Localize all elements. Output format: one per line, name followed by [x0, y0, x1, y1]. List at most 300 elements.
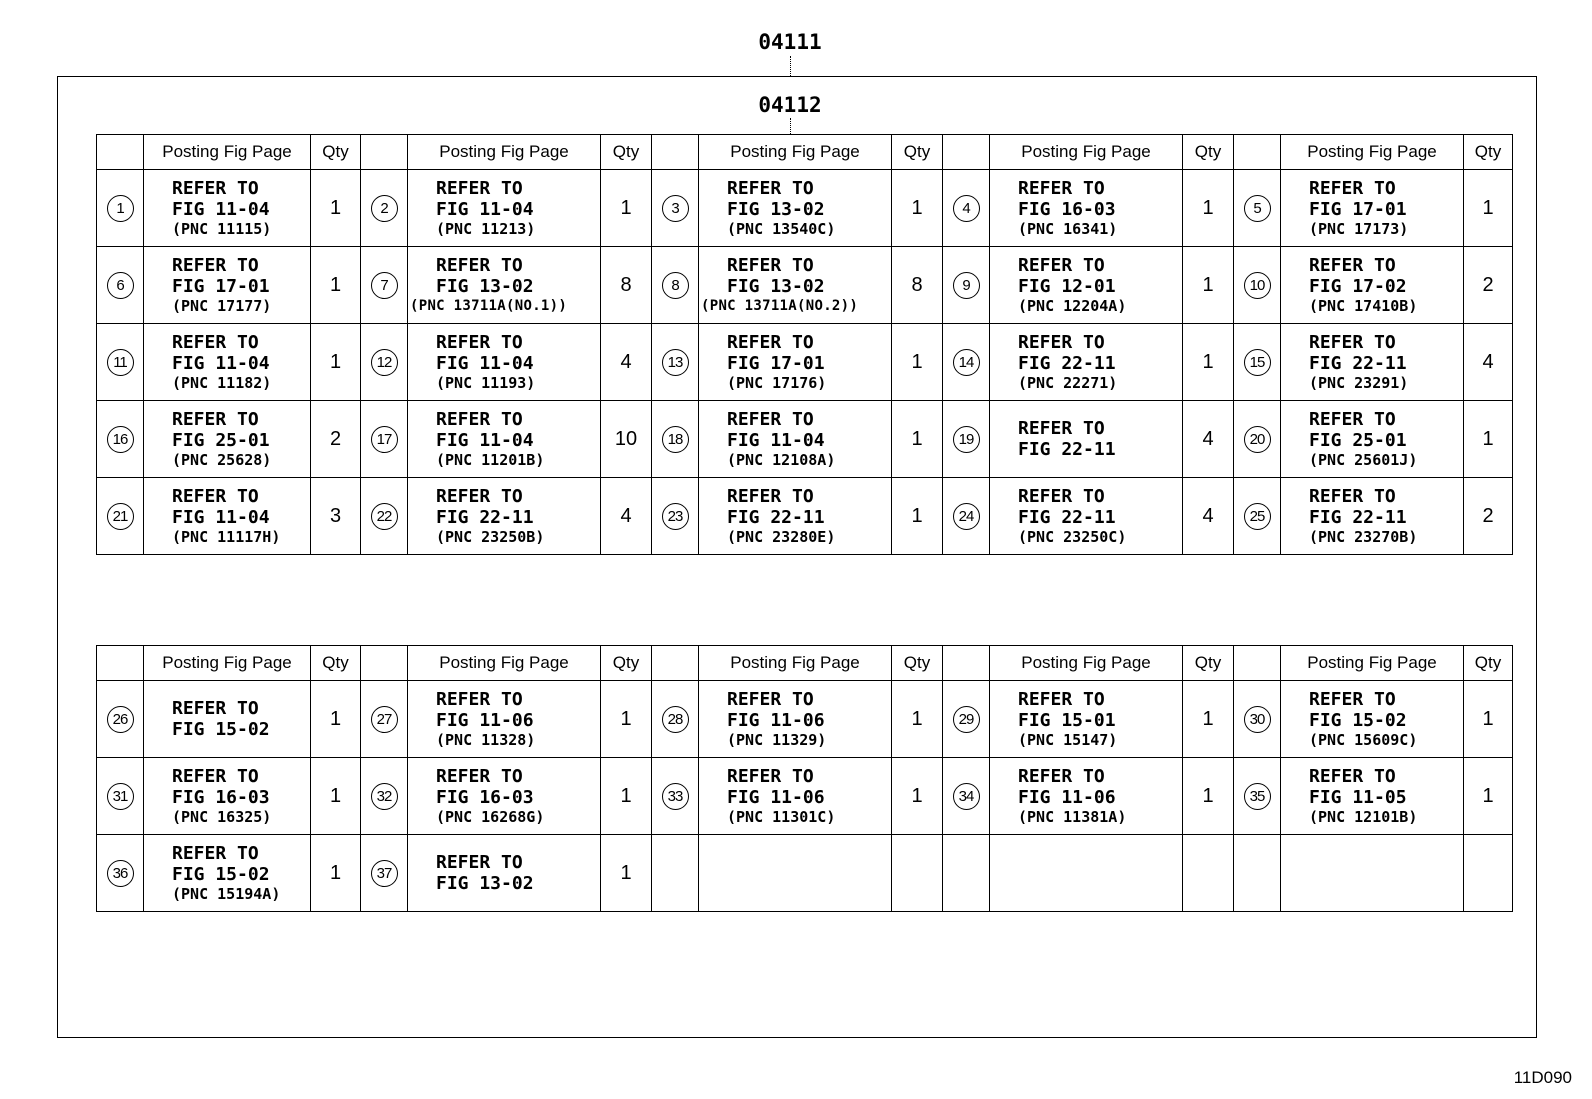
posting-reference-cell	[408, 681, 601, 758]
header-number-cell	[943, 135, 990, 170]
fig-number-text: FIG 11-04	[436, 352, 534, 374]
item-number-cell	[652, 170, 699, 247]
header-qty: Qty	[892, 135, 943, 170]
item-number-circle: 7	[371, 272, 398, 299]
header-posting-fig-page: Posting Fig Page	[1281, 646, 1464, 681]
item-number-cell	[652, 324, 699, 401]
header-posting-fig-page: Posting Fig Page	[699, 135, 892, 170]
item-number-cell	[652, 835, 699, 912]
item-number-cell	[943, 835, 990, 912]
quantity-cell: 4	[1183, 478, 1234, 555]
refer-to-text: REFER TO	[1309, 254, 1396, 276]
refer-to-text: REFER TO	[436, 485, 523, 507]
refer-to-text: REFER TO	[1309, 485, 1396, 507]
quantity-cell: 1	[601, 758, 652, 835]
posting-reference-cell	[1281, 401, 1464, 478]
fig-number-text: FIG 13-02	[436, 275, 534, 297]
refer-to-text: REFER TO	[1018, 418, 1105, 439]
posting-reference-cell	[699, 681, 892, 758]
refer-to-text: REFER TO	[1309, 177, 1396, 199]
posting-reference-cell	[1281, 758, 1464, 835]
quantity-cell: 1	[1464, 681, 1513, 758]
pnc-text: (PNC 15147)	[1018, 730, 1118, 749]
pnc-text: (PNC 23291)	[1309, 373, 1409, 392]
item-number-cell	[943, 478, 990, 555]
quantity-cell: 1	[1464, 401, 1513, 478]
fig-number-text: FIG 11-04	[436, 429, 534, 451]
quantity-cell: 4	[1464, 324, 1513, 401]
fig-number-text: FIG 17-01	[727, 352, 825, 374]
item-number-circle: 22	[371, 503, 398, 530]
fig-number-text: FIG 25-01	[172, 429, 270, 451]
pnc-text: (PNC 17173)	[1309, 219, 1409, 238]
posting-reference-cell	[144, 478, 311, 555]
quantity-cell: 2	[1464, 478, 1513, 555]
item-number-circle: 21	[107, 503, 134, 530]
quantity-cell: 1	[1464, 170, 1513, 247]
item-number-cell	[97, 758, 144, 835]
fig-number-text: FIG 15-02	[172, 719, 270, 740]
quantity-cell: 2	[311, 401, 361, 478]
header-qty: Qty	[1183, 135, 1234, 170]
item-number-circle: 36	[107, 860, 134, 887]
quantity-cell: 4	[601, 324, 652, 401]
pnc-text: (PNC 23250B)	[436, 527, 545, 546]
posting-reference-cell	[990, 758, 1183, 835]
item-number-circle: 8	[662, 272, 689, 299]
item-number-cell	[943, 758, 990, 835]
item-number-cell	[361, 401, 408, 478]
refer-to-text: REFER TO	[172, 765, 259, 787]
posting-reference-cell	[699, 478, 892, 555]
item-number-circle: 6	[107, 272, 134, 299]
refer-to-text: REFER TO	[172, 254, 259, 276]
fig-number-text: FIG 22-11	[1018, 439, 1116, 460]
fig-number-text: FIG 16-03	[1018, 198, 1116, 220]
posting-reference-cell	[699, 401, 892, 478]
posting-reference-cell	[990, 170, 1183, 247]
pnc-text: (PNC 15194A)	[172, 884, 281, 903]
header-qty: Qty	[311, 646, 361, 681]
item-number-cell	[1234, 835, 1281, 912]
pnc-text: (PNC 13711A(NO.2))	[701, 297, 859, 314]
header-posting-fig-page: Posting Fig Page	[408, 646, 601, 681]
quantity-cell: 1	[311, 324, 361, 401]
refer-to-text: REFER TO	[1309, 765, 1396, 787]
pnc-text: (PNC 23270B)	[1309, 527, 1418, 546]
header-number-cell	[652, 135, 699, 170]
diagram-code: 11D090	[1513, 1068, 1572, 1087]
fig-number-text: FIG 11-06	[727, 786, 825, 808]
quantity-cell: 1	[1183, 247, 1234, 324]
quantity-cell: 1	[311, 681, 361, 758]
header-qty: Qty	[601, 646, 652, 681]
fig-number-text: FIG 22-11	[727, 506, 825, 528]
item-number-circle: 35	[1244, 783, 1271, 810]
fig-number-text: FIG 15-02	[1309, 709, 1407, 731]
posting-reference-cell	[144, 170, 311, 247]
refer-to-text: REFER TO	[1309, 408, 1396, 430]
item-number-circle: 13	[662, 349, 689, 376]
fig-number-text: FIG 22-11	[1018, 506, 1116, 528]
quantity-cell: 1	[311, 170, 361, 247]
header-qty: Qty	[892, 646, 943, 681]
item-number-cell	[97, 835, 144, 912]
header-number-cell	[361, 135, 408, 170]
refer-to-text: REFER TO	[1018, 254, 1105, 276]
item-number-cell	[943, 247, 990, 324]
fig-number-text: FIG 11-06	[727, 709, 825, 731]
refer-to-text: REFER TO	[436, 177, 523, 199]
refer-to-text: REFER TO	[172, 698, 259, 719]
item-number-cell	[361, 758, 408, 835]
table-row	[97, 247, 1513, 324]
fig-number-text: FIG 13-02	[727, 275, 825, 297]
pnc-text: (PNC 13540C)	[727, 219, 836, 238]
refer-to-text: REFER TO	[1309, 688, 1396, 710]
refer-to-text: REFER TO	[727, 254, 814, 276]
quantity-cell: 3	[311, 478, 361, 555]
item-number-circle: 19	[953, 426, 980, 453]
item-number-circle: 27	[371, 706, 398, 733]
header-posting-fig-page: Posting Fig Page	[408, 135, 601, 170]
item-number-circle: 31	[107, 783, 134, 810]
table-row	[97, 170, 1513, 247]
item-number-cell	[97, 324, 144, 401]
item-number-cell	[97, 401, 144, 478]
header-number-cell	[361, 646, 408, 681]
posting-reference-cell	[408, 324, 601, 401]
refer-to-text: REFER TO	[727, 765, 814, 787]
item-number-cell	[1234, 478, 1281, 555]
header-posting-fig-page: Posting Fig Page	[990, 646, 1183, 681]
refer-to-text: REFER TO	[1018, 485, 1105, 507]
item-number-circle: 14	[953, 349, 980, 376]
item-number-circle: 4	[953, 195, 980, 222]
item-number-circle: 29	[953, 706, 980, 733]
fig-number-text: FIG 13-02	[436, 873, 534, 894]
item-number-circle: 2	[371, 195, 398, 222]
quantity-cell: 4	[1183, 401, 1234, 478]
item-number-cell	[943, 324, 990, 401]
fig-number-text: FIG 16-03	[172, 786, 270, 808]
quantity-cell: 1	[311, 835, 361, 912]
item-number-circle: 3	[662, 195, 689, 222]
fig-number-text: FIG 13-02	[727, 198, 825, 220]
fig-number-text: FIG 11-04	[172, 506, 270, 528]
header-number-cell	[1234, 646, 1281, 681]
item-number-cell	[361, 247, 408, 324]
header-number-cell	[652, 646, 699, 681]
posting-reference-cell	[699, 324, 892, 401]
refer-to-text: REFER TO	[436, 765, 523, 787]
header-qty: Qty	[601, 135, 652, 170]
quantity-cell: 1	[892, 401, 943, 478]
item-number-cell	[652, 758, 699, 835]
posting-reference-cell	[1281, 170, 1464, 247]
pnc-text: (PNC 11193)	[436, 373, 536, 392]
posting-reference-cell	[408, 835, 601, 912]
item-number-circle: 18	[662, 426, 689, 453]
parts-reference-table-upper	[96, 134, 1513, 555]
quantity-cell: 1	[892, 324, 943, 401]
pnc-text: (PNC 11301C)	[727, 807, 836, 826]
quantity-cell: 1	[601, 835, 652, 912]
posting-reference-cell	[408, 478, 601, 555]
item-number-cell	[97, 247, 144, 324]
fig-number-text: FIG 15-01	[1018, 709, 1116, 731]
pnc-text: (PNC 17410B)	[1309, 296, 1418, 315]
fig-number-text: FIG 22-11	[1309, 506, 1407, 528]
refer-to-text: REFER TO	[727, 688, 814, 710]
refer-to-text: REFER TO	[172, 842, 259, 864]
header-posting-fig-page: Posting Fig Page	[1281, 135, 1464, 170]
pnc-text: (PNC 23250C)	[1018, 527, 1127, 546]
posting-reference-cell	[699, 170, 892, 247]
quantity-cell: 1	[892, 478, 943, 555]
refer-to-text: REFER TO	[1309, 331, 1396, 353]
quantity-cell	[1183, 835, 1234, 912]
quantity-cell: 1	[601, 681, 652, 758]
table-row	[97, 681, 1513, 758]
header-qty: Qty	[1464, 646, 1513, 681]
quantity-cell: 1	[1183, 324, 1234, 401]
item-number-circle: 24	[953, 503, 980, 530]
quantity-cell: 4	[601, 478, 652, 555]
posting-reference-cell	[144, 324, 311, 401]
fig-number-text: FIG 22-11	[436, 506, 534, 528]
item-number-cell	[361, 835, 408, 912]
item-number-circle: 5	[1244, 195, 1271, 222]
item-number-circle: 12	[371, 349, 398, 376]
pnc-text: (PNC 11115)	[172, 219, 272, 238]
quantity-cell: 1	[892, 758, 943, 835]
quantity-cell: 1	[892, 681, 943, 758]
item-number-cell	[1234, 247, 1281, 324]
refer-to-text: REFER TO	[436, 852, 523, 873]
pnc-text: (PNC 17177)	[172, 296, 272, 315]
refer-to-text: REFER TO	[436, 331, 523, 353]
refer-to-text: REFER TO	[1018, 331, 1105, 353]
posting-reference-cell	[408, 170, 601, 247]
pnc-text: (PNC 16268G)	[436, 807, 545, 826]
header-number-cell	[943, 646, 990, 681]
refer-to-text: REFER TO	[1018, 177, 1105, 199]
quantity-cell: 1	[1183, 681, 1234, 758]
refer-to-text: REFER TO	[172, 408, 259, 430]
posting-reference-cell	[144, 835, 311, 912]
quantity-cell: 1	[311, 758, 361, 835]
fig-number-text: FIG 11-04	[172, 198, 270, 220]
fig-number-text: FIG 12-01	[1018, 275, 1116, 297]
item-number-circle: 28	[662, 706, 689, 733]
refer-to-text: REFER TO	[727, 408, 814, 430]
refer-to-text: REFER TO	[172, 485, 259, 507]
quantity-cell: 1	[601, 170, 652, 247]
refer-to-text: REFER TO	[727, 177, 814, 199]
fig-number-text: FIG 16-03	[436, 786, 534, 808]
pnc-text: (PNC 11117H)	[172, 527, 281, 546]
refer-to-text: REFER TO	[172, 177, 259, 199]
posting-reference-cell	[408, 401, 601, 478]
fig-number-text: FIG 22-11	[1018, 352, 1116, 374]
item-number-cell	[361, 324, 408, 401]
posting-reference-cell	[1281, 324, 1464, 401]
quantity-cell: 1	[892, 170, 943, 247]
quantity-cell: 10	[601, 401, 652, 478]
pnc-text: (PNC 16341)	[1018, 219, 1118, 238]
pnc-text: (PNC 13711A(NO.1))	[410, 297, 568, 314]
item-number-cell	[1234, 324, 1281, 401]
item-number-circle: 30	[1244, 706, 1271, 733]
refer-to-text: REFER TO	[1018, 688, 1105, 710]
pnc-text: (PNC 15609C)	[1309, 730, 1418, 749]
posting-reference-cell	[144, 758, 311, 835]
pnc-text: (PNC 23280E)	[727, 527, 836, 546]
fig-number-text: FIG 22-11	[1309, 352, 1407, 374]
quantity-cell: 1	[1183, 758, 1234, 835]
quantity-cell	[892, 835, 943, 912]
fig-number-text: FIG 11-04	[172, 352, 270, 374]
header-number-cell	[1234, 135, 1281, 170]
fig-number-text: FIG 15-02	[172, 863, 270, 885]
sub-assembly-leader-line	[790, 118, 791, 134]
posting-reference-cell	[408, 758, 601, 835]
pnc-text: (PNC 25601J)	[1309, 450, 1418, 469]
quantity-cell: 2	[1464, 247, 1513, 324]
refer-to-text: REFER TO	[172, 331, 259, 353]
quantity-cell: 1	[1183, 170, 1234, 247]
header-row	[97, 135, 1513, 170]
quantity-cell: 8	[601, 247, 652, 324]
item-number-cell	[97, 478, 144, 555]
item-number-circle: 26	[107, 706, 134, 733]
sub-assembly-number: 04112	[758, 93, 822, 117]
fig-number-text: FIG 11-04	[727, 429, 825, 451]
posting-reference-cell	[408, 247, 601, 324]
table-row	[97, 478, 1513, 555]
assembly-leader-line	[790, 56, 791, 76]
item-number-cell	[1234, 758, 1281, 835]
pnc-text: (PNC 11329)	[727, 730, 827, 749]
posting-reference-cell	[1281, 247, 1464, 324]
pnc-text: (PNC 11182)	[172, 373, 272, 392]
item-number-cell	[97, 170, 144, 247]
header-row	[97, 646, 1513, 681]
quantity-cell: 8	[892, 247, 943, 324]
item-number-circle: 10	[1244, 272, 1271, 299]
header-posting-fig-page: Posting Fig Page	[990, 135, 1183, 170]
item-number-circle: 32	[371, 783, 398, 810]
posting-reference-cell	[699, 835, 892, 912]
header-posting-fig-page: Posting Fig Page	[144, 646, 311, 681]
item-number-circle: 1	[107, 195, 134, 222]
header-number-cell	[97, 135, 144, 170]
posting-reference-cell	[990, 324, 1183, 401]
header-posting-fig-page: Posting Fig Page	[699, 646, 892, 681]
posting-reference-cell	[699, 247, 892, 324]
item-number-circle: 9	[953, 272, 980, 299]
item-number-cell	[361, 478, 408, 555]
pnc-text: (PNC 12204A)	[1018, 296, 1127, 315]
posting-reference-cell	[1281, 835, 1464, 912]
item-number-cell	[1234, 401, 1281, 478]
item-number-cell	[361, 681, 408, 758]
item-number-cell	[943, 170, 990, 247]
pnc-text: (PNC 11201B)	[436, 450, 545, 469]
item-number-circle: 23	[662, 503, 689, 530]
item-number-cell	[652, 401, 699, 478]
pnc-text: (PNC 11213)	[436, 219, 536, 238]
fig-number-text: FIG 17-01	[1309, 198, 1407, 220]
item-number-cell	[97, 681, 144, 758]
posting-reference-cell	[990, 478, 1183, 555]
fig-number-text: FIG 17-02	[1309, 275, 1407, 297]
posting-reference-cell	[699, 758, 892, 835]
fig-number-text: FIG 11-06	[436, 709, 534, 731]
header-qty: Qty	[1464, 135, 1513, 170]
item-number-cell	[943, 401, 990, 478]
fig-number-text: FIG 11-04	[436, 198, 534, 220]
table-row	[97, 401, 1513, 478]
item-number-circle: 17	[371, 426, 398, 453]
item-number-cell	[652, 478, 699, 555]
item-number-cell	[652, 681, 699, 758]
quantity-cell: 1	[1464, 758, 1513, 835]
fig-number-text: FIG 25-01	[1309, 429, 1407, 451]
pnc-text: (PNC 11328)	[436, 730, 536, 749]
parts-reference-table-lower	[96, 645, 1513, 912]
fig-number-text: FIG 11-05	[1309, 786, 1407, 808]
item-number-cell	[943, 681, 990, 758]
refer-to-text: REFER TO	[436, 688, 523, 710]
item-number-circle: 33	[662, 783, 689, 810]
quantity-cell: 1	[311, 247, 361, 324]
posting-reference-cell	[144, 247, 311, 324]
table-row	[97, 324, 1513, 401]
assembly-number: 04111	[758, 30, 822, 54]
refer-to-text: REFER TO	[436, 254, 523, 276]
refer-to-text: REFER TO	[727, 331, 814, 353]
header-qty: Qty	[311, 135, 361, 170]
pnc-text: (PNC 25628)	[172, 450, 272, 469]
item-number-circle: 20	[1244, 426, 1271, 453]
pnc-text: (PNC 11381A)	[1018, 807, 1127, 826]
posting-reference-cell	[990, 835, 1183, 912]
fig-number-text: FIG 17-01	[172, 275, 270, 297]
header-posting-fig-page: Posting Fig Page	[144, 135, 311, 170]
item-number-circle: 25	[1244, 503, 1271, 530]
header-qty: Qty	[1183, 646, 1234, 681]
item-number-circle: 34	[953, 783, 980, 810]
table-row	[97, 835, 1513, 912]
pnc-text: (PNC 17176)	[727, 373, 827, 392]
pnc-text: (PNC 12108A)	[727, 450, 836, 469]
item-number-cell	[652, 247, 699, 324]
posting-reference-cell	[990, 681, 1183, 758]
table-row	[97, 758, 1513, 835]
posting-reference-cell	[1281, 681, 1464, 758]
posting-reference-cell	[144, 401, 311, 478]
posting-reference-cell	[1281, 478, 1464, 555]
item-number-circle: 15	[1244, 349, 1271, 376]
quantity-cell	[1464, 835, 1513, 912]
item-number-circle: 11	[107, 349, 134, 376]
pnc-text: (PNC 16325)	[172, 807, 272, 826]
item-number-cell	[361, 170, 408, 247]
refer-to-text: REFER TO	[1018, 765, 1105, 787]
item-number-circle: 37	[371, 860, 398, 887]
